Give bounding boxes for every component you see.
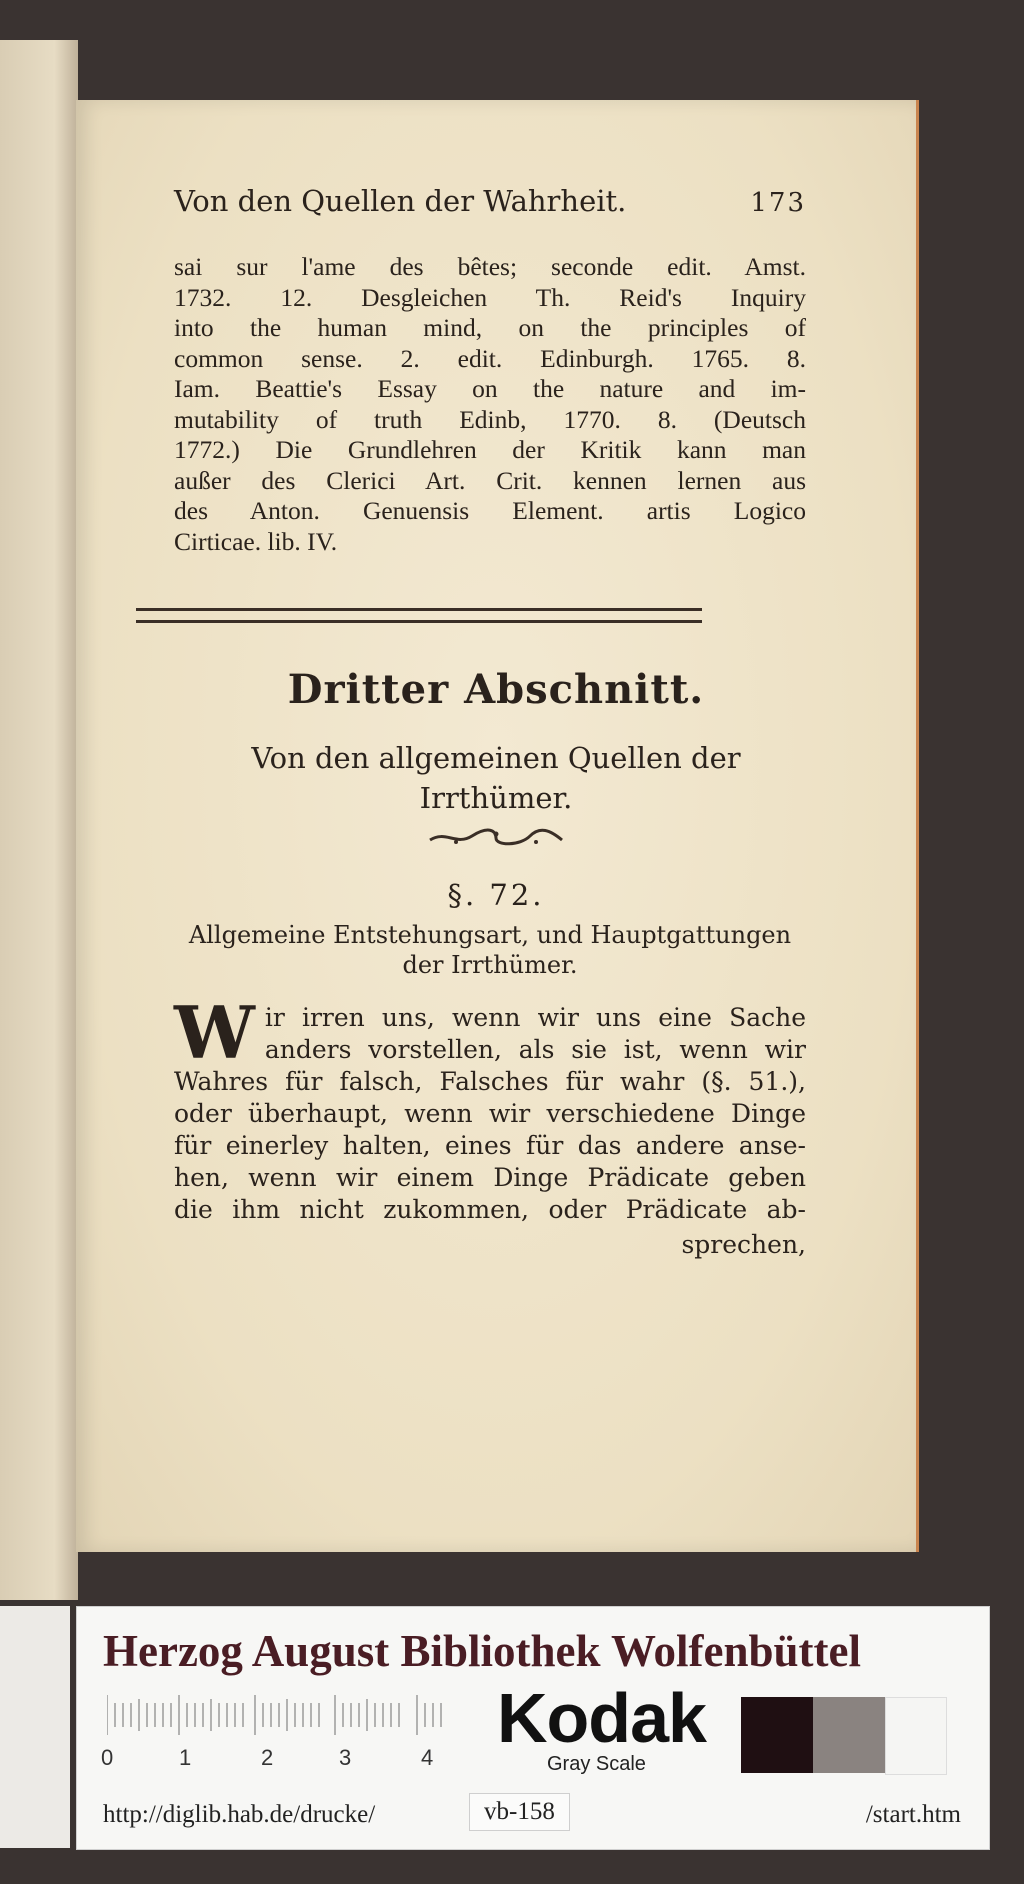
footnote-line: common sense. 2. edit. Edinburgh. 1765. 8. — [174, 343, 806, 373]
page-number: 173 — [750, 188, 806, 218]
paragraph-title-line: der Irrthümer. — [402, 951, 578, 979]
body-line: hen, wenn wir einem Dinge Prädicate geben — [174, 1163, 806, 1192]
running-head-title: Von den Quellen der Wahrheit. — [174, 184, 627, 218]
ruler-number: 1 — [179, 1745, 192, 1770]
section-subheading-line: Von den allgemeinen Quellen der — [251, 741, 741, 775]
body-line: die ihm nicht zukommen, oder Prädicate ab- — [174, 1195, 806, 1224]
double-rule-divider — [136, 608, 702, 623]
body-line: für einerley halten, eines für das andere anse- — [174, 1131, 806, 1160]
ruler-scale-icon — [107, 1693, 447, 1737]
footnote-line: außer des Clerici Art. Crit. kennen lernen aus — [174, 465, 806, 495]
catchword: sprechen, — [681, 1230, 806, 1259]
footnote-line: 1772.) Die Grundlehren der Kritik kann man — [174, 435, 806, 464]
footnote-line: 1732. 12. Desgleichen Th. Reid's Inquiry — [174, 282, 806, 312]
section-heading: Dritter Abschnitt. — [287, 666, 705, 713]
body-line: anders vorstellen, als sie ist, wenn wir — [264, 1035, 806, 1064]
ruler-number: 0 — [101, 1745, 114, 1770]
ornament-icon — [76, 826, 916, 854]
footnote-line: sai sur l'ame des bêtes; seconde edit. Amst. — [174, 252, 806, 281]
paragraph-title-line: Allgemeine Entstehungsart, und Hauptgattungen — [188, 921, 792, 949]
paragraph-number: §. 72. — [447, 878, 545, 912]
running-head — [174, 184, 806, 218]
gray-swatch-light — [885, 1697, 947, 1775]
previous-card-edge — [0, 1606, 70, 1848]
library-name: Herzog August Bibliothek Wolfenbüttel — [103, 1626, 861, 1676]
footnote-line: des Anton. Genuensis Element. artis Logico — [174, 496, 806, 525]
footnote-line: mutability of truth Edinb, 1770. 8. (Deutsch — [174, 404, 806, 434]
previous-page-edge — [0, 40, 78, 1600]
body-line: Wahres für falsch, Falsches für wahr (§. 51.), — [174, 1067, 806, 1096]
footnote — [174, 252, 806, 557]
body-line: oder überhaupt, wenn wir verschiedene Dinge — [174, 1099, 806, 1128]
gray-swatch-mid — [813, 1697, 885, 1773]
section-subheading-line: Irrthümer. — [419, 781, 573, 815]
ruler-number: 4 — [421, 1745, 434, 1770]
kodak-logo: Kodak — [497, 1679, 706, 1757]
section-subheading — [76, 738, 916, 818]
color-target-card — [76, 1606, 990, 1850]
footnote-line: into the human mind, on the principles of — [174, 313, 806, 342]
url-base: http://diglib.hab.de/drucke/ — [103, 1801, 376, 1828]
book-page — [76, 100, 919, 1552]
url-tail: /start.htm — [865, 1801, 961, 1828]
shelfmark: vb-158 — [469, 1793, 570, 1831]
ruler-number: 3 — [339, 1745, 352, 1770]
body-line: ir irren uns, wenn wir uns eine Sache — [264, 1003, 806, 1032]
paragraph-title — [174, 920, 806, 980]
footnote-line: Cirticae. lib. IV. — [174, 526, 338, 556]
footnote-line: Iam. Beattie's Essay on the nature and im- — [174, 374, 806, 403]
gray-swatch-dark — [741, 1697, 813, 1773]
ruler-number: 2 — [261, 1745, 274, 1770]
gray-scale-label: Gray Scale — [547, 1753, 646, 1775]
ornament-vine-icon — [426, 828, 566, 848]
drop-cap: W — [174, 990, 255, 1075]
body-paragraph — [174, 990, 806, 1226]
